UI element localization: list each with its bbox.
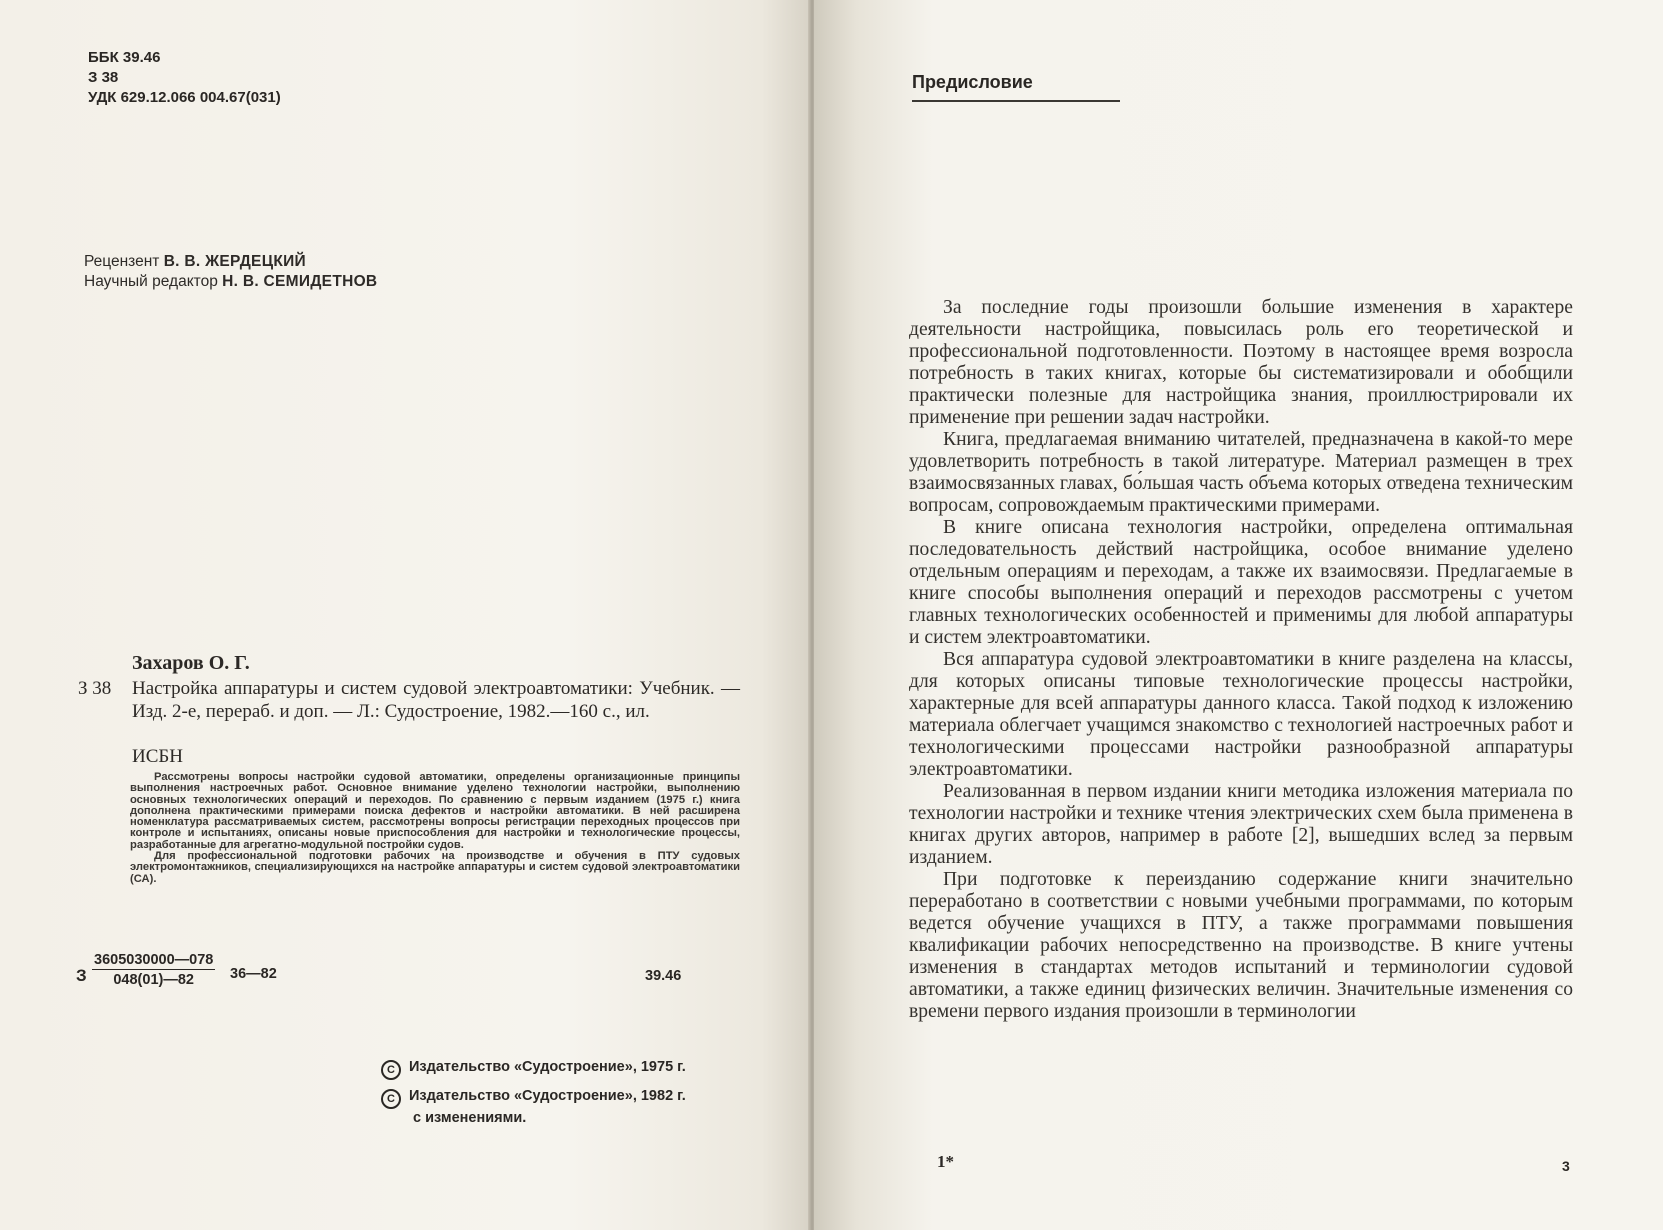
copyright-note: с изменениями. <box>413 1110 527 1126</box>
preface-paragraph: Вся аппаратура судовой электроавтоматики в книге разделена на классы, для которых описаны типовые технологические процессы настройки, характерные для всей аппаратуры данного класса. Такой подход к изложению материала облегчает учащимся знакомство с технологией настроечных работ и технологическими процессами настройки разнообразной аппаратуры электроавтоматики. <box>909 649 1573 780</box>
author-mark-code: З 38 <box>88 69 119 86</box>
preface-paragraph: Реализованная в первом издании книги методика изложения материала по технологии настройки и технике чтения электрических схем была применена в книгах других авторов, например в работе [2], вышедших вслед за первым изданием. <box>909 781 1573 868</box>
catalog-denominator: 048(01)—82 <box>113 972 194 988</box>
preface-body <box>909 297 1573 1023</box>
annotation <box>130 772 740 885</box>
classification-codes <box>88 48 281 108</box>
preface-paragraph: В книге описана технология настройки, определена оптимальная последовательность действий настройщика, особое внимание уделено отдельным операциям и переходам, а также их взаимосвязи. Предлагаемые в книге способы выполнения операций и переходов рассмотрены с учетом главных технологических особенностей и применимы для любой аппаратуры и систем электроавтоматики. <box>909 517 1573 648</box>
heading-rule <box>912 100 1120 102</box>
catalog-fraction <box>92 952 215 988</box>
left-page <box>0 0 810 1230</box>
copyright-text-1982: Издательство «Судостроение», 1982 г. <box>409 1088 686 1104</box>
isbn-label: ИСБН <box>132 746 184 767</box>
catalog-letter: З <box>76 966 87 985</box>
reviewer-name: В. В. ЖЕРДЕЦКИЙ <box>163 253 306 270</box>
preface-paragraph: Книга, предлагаемая вниманию читателей, предназначена в какой-то мере удовлетворить потребность в такой литературе. Материал размещен в трех взаимосвязанных главах, бо́льшая часть объема которых отведена техническим вопросам, сопровождаемым практическими примерами. <box>909 429 1573 516</box>
editor-line <box>84 272 377 292</box>
copyright-text-1975: Издательство «Судостроение», 1975 г. <box>409 1059 686 1075</box>
annotation-paragraph: Рассмотрены вопросы настройки судовой автоматики, определены организационные принципы выполнения настроечных работ. Основное внимание уделено технологии настройки, выполнению основных технологических операций и переходов. По сравнению с первым изданием (1975 г.) книга дополнена практическими примерами поиска дефектов и настройки автоматики. В ней расширена номенклатура рассматриваемых систем, рассмотрены вопросы регистрации переходных процессов при контроле и испытаниях, описаны новые приспособления для настройки и технологические процессы, разработанные для агрегатно-модульной постройки судов. <box>130 771 740 851</box>
catalog-suffix: 36—82 <box>230 966 277 982</box>
copyright-line-1975 <box>381 1058 686 1080</box>
annotation-paragraph: Для профессиональной подготовки рабочих на производстве и обучения в ПТУ судовых электромонтажников, специализирующихся на настройке аппаратуры и систем судовой электроавтоматики (СА). <box>130 850 740 885</box>
bbk-code: ББК 39.46 <box>88 49 161 66</box>
copyright-line-1982 <box>381 1087 686 1109</box>
author-name: Захаров О. Г. <box>132 652 250 674</box>
reviewer-label: Рецензент <box>84 253 160 270</box>
copyright-icon: C <box>381 1089 401 1109</box>
credits <box>84 252 377 292</box>
biblio-code: З 38 <box>78 678 112 699</box>
signature-mark: 1* <box>937 1152 954 1171</box>
preface-paragraph: При подготовке к переизданию содержание книги значительно переработано в соответствии с новыми учебными программами, по которым ведется обучение учащихся в ПТУ, а также программами повышения квалификации рабочих непосредственно на производстве. В книге учтены изменения в стандартах методов испытаний и терминологии судовой автоматики, а также единиц физических величин. Значительные изменения со времени первого издания произошли в терминологии <box>909 869 1573 1022</box>
bbk-bottom: 39.46 <box>645 968 682 984</box>
bibliographic-description: Настройка аппаратуры и систем судовой электроавтоматики: Учебник. — Изд. 2-е, перераб. и доп. — Л.: Судостроение, 1982.—160 с., ил. <box>132 678 740 722</box>
udk-code: УДК 629.12.066 004.67(031) <box>88 89 281 106</box>
editor-label: Научный редактор <box>84 273 218 290</box>
copyright-block <box>381 1058 686 1128</box>
catalog-numerator: 3605030000—078 <box>94 952 214 968</box>
page-number: 3 <box>1562 1158 1570 1174</box>
preface-heading: Предисловие <box>912 72 1033 92</box>
copyright-icon: C <box>381 1060 401 1080</box>
editor-name: Н. В. СЕМИДЕТНОВ <box>222 273 378 290</box>
preface-paragraph: За последние годы произошли большие изменения в характере деятельности настройщика, повысилась роль его теоретической и профессиональной подготовленности. Поэтому в настоящее время возросла потребность в таких книгах, которые бы систематизировали и обобщили практически полезные для настройщика знания, проиллюстрировали их применение при решении задач настройки. <box>909 297 1573 428</box>
reviewer-line <box>84 252 377 272</box>
